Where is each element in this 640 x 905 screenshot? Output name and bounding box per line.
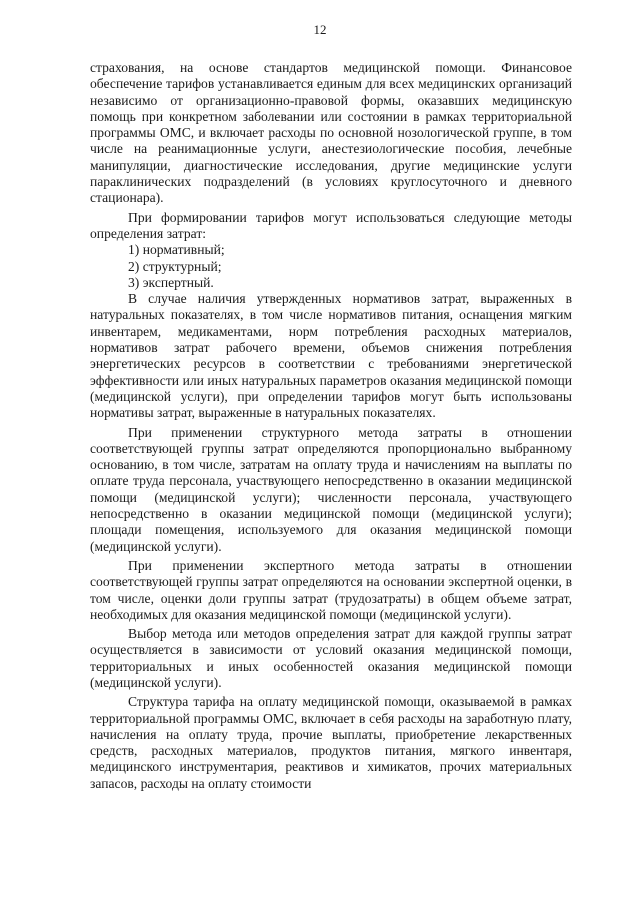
paragraph-structural-method: При применении структурного метода затраты в отношении соответствующей группы затрат определяются пропорционально выбранному основанию, в том числе, затратам на оплату труда и начислениям на выплаты по оплате труда персонала, участвующего непосредственно в оказании медицинской помощи (медицинской услуги); численности персонала, участвующего непосредственно в оказании медицинской помощи (медицинской услуги); площади помещения, используемого для оказания медицинской помощи (медицинской услуги).	[90, 424, 572, 554]
list-item-expert: 3) экспертный.	[128, 274, 214, 290]
paragraph-tariff-structure: Структура тарифа на оплату медицинской помощи, оказываемой в рамках территориальной программы ОМС, включает в себя расходы на заработную плату, начисления на оплату труда, прочие выплаты, приобретение лекарственных средств, расходных материалов, продуктов питания, мягкого инвентаря, медицинского инструментария, реактивов и химикатов, прочих материальных запасов, расходы на оплату стоимости	[90, 694, 572, 791]
document-body	[90, 60, 572, 792]
page-number: 12	[313, 22, 327, 37]
list-item-normative: 1) нормативный;	[128, 242, 225, 258]
list-item-structural: 2) структурный;	[128, 258, 222, 274]
paragraph-continuation: страхования, на основе стандартов медицинской помощи. Финансовое обеспечение тарифов устанавливается единым для всех медицинских организаций независимо от организационно-правовой формы, оказавших медицинскую помощь при конкретном заболевании или состоянии в рамках территориальной программы ОМС, и включает расходы по основной нозологической группе, в том числе на реанимационные услуги, анестезиологические пособия, лечебные манипуляции, диагностические исследования, другие медицинские услуги параклинических подразделений (в условиях круглосуточного и дневного стационара).	[90, 60, 572, 206]
paragraph-methods-intro: При формировании тарифов могут использоваться следующие методы определения затрат:	[90, 209, 572, 241]
paragraph-method-choice: Выбор метода или методов определения затрат для каждой группы затрат осуществляется в зависимости от условий оказания медицинской помощи, территориальных и иных особенностей оказания медицинской помощи (медицинской услуги).	[90, 626, 572, 690]
paragraph-normative-method: В случае наличия утвержденных нормативов затрат, выраженных в натуральных показателях, в том числе нормативов питания, оснащения мягким инвентарем, медикаментами, норм потребления расходных материалов, нормативов затрат рабочего времени, объемов снижения потребления энергетических ресурсов в соответствии с требованиями энергетической эффективности или иных натуральных параметров оказания медицинской помощи (медицинской услуги), при определении тарифов могут быть использованы нормативы затрат, выраженные в натуральных показателях.	[90, 291, 572, 421]
paragraph-expert-method: При применении экспертного метода затраты в отношении соответствующей группы затрат определяются на основании экспертной оценки, в том числе, оценки доли группы затрат (трудозатраты) в общем объеме затрат, необходимых для оказания медицинской помощи (медицинской услуги).	[90, 557, 572, 622]
